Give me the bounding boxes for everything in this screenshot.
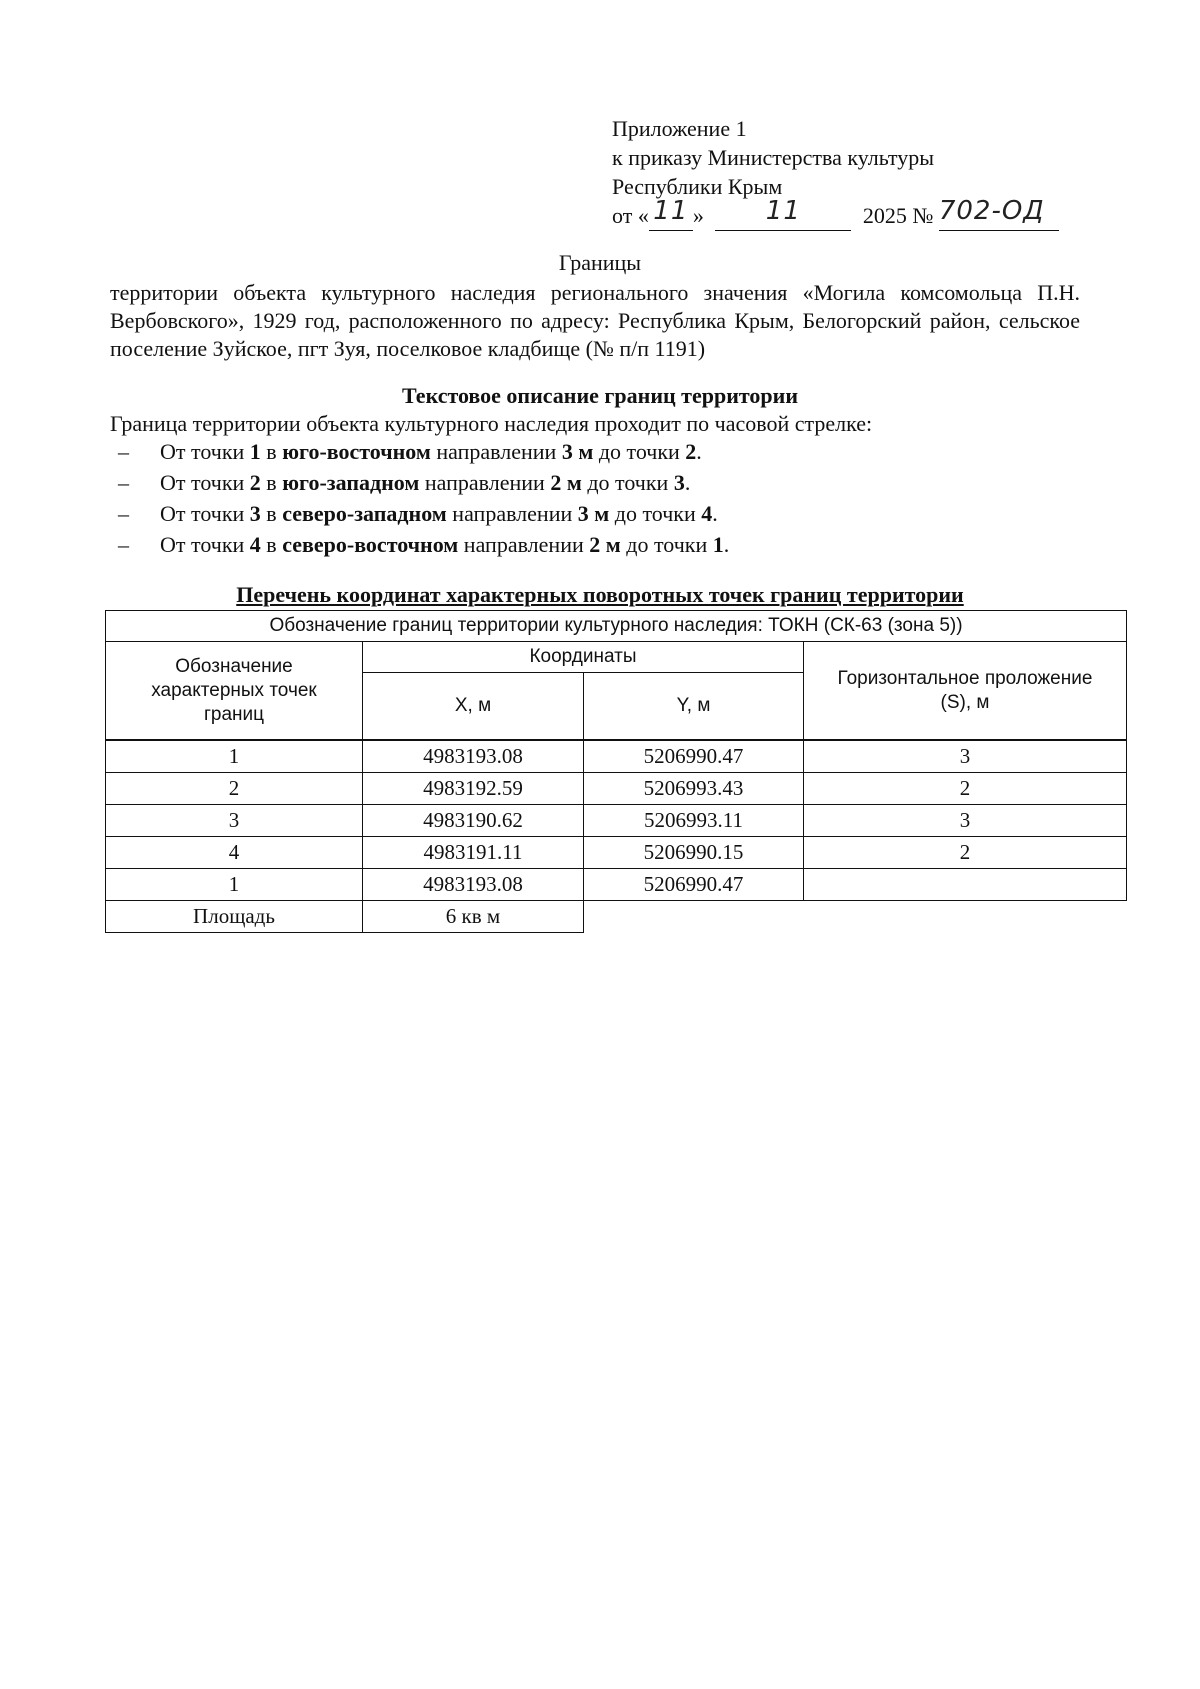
y-cell: 5206993.43	[584, 773, 804, 805]
x-cell: 4983193.08	[363, 740, 584, 773]
step-item: – От точки 4 в северо-восточном направлении 2 м до точки 1.	[110, 529, 729, 560]
month-field	[715, 196, 851, 231]
document-heading: Границы	[558, 250, 642, 275]
table-title: Перечень координат характерных поворотных точек границ территории	[236, 582, 964, 607]
distance-cell: 3	[804, 740, 1127, 773]
header-y: Y, м	[584, 673, 804, 741]
description-lead: Граница территории объекта культурного наследия проходит по часовой стрелке:	[110, 411, 873, 436]
date-prefix: от «	[612, 203, 649, 228]
order-number-field	[938, 196, 1059, 231]
area-value: 6 кв м	[363, 901, 584, 933]
empty-cell	[804, 901, 1127, 933]
appendix-block	[612, 114, 1059, 231]
distance-cell	[804, 869, 1127, 901]
description-title: Текстовое описание границ территории	[401, 383, 799, 408]
point-cell: 3	[106, 805, 363, 837]
dash-marker: –	[118, 470, 129, 495]
dash-marker: –	[118, 439, 129, 464]
dash-marker: –	[118, 532, 129, 557]
step-item: – От точки 3 в северо-западном направлении 3 м до точки 4.	[110, 498, 729, 529]
point-cell: 1	[106, 869, 363, 901]
dash-marker: –	[118, 501, 129, 526]
object-description: территории объекта культурного наследия регионального значения «Могила комсомольца П.Н. Вербовского», 1929 год, расположенного по адресу: Республика Крым, Белогорский район, сельское поселение Зуйское, пгт Зуя, поселковое кладбище (№ п/п 1191)	[110, 280, 1080, 361]
point-cell: 1	[106, 740, 363, 773]
x-cell: 4983192.59	[363, 773, 584, 805]
boundary-steps	[110, 436, 729, 560]
appendix-line-2: к приказу Министерства культуры	[612, 145, 935, 170]
header-point: Обозначение характерных точек границ	[106, 642, 363, 741]
empty-cell	[584, 901, 804, 933]
table-row	[106, 869, 1127, 901]
step-item: – От точки 1 в юго-восточном направлении 3 м до точки 2.	[110, 436, 729, 467]
point-cell: 2	[106, 773, 363, 805]
y-cell: 5206990.47	[584, 869, 804, 901]
y-cell: 5206990.47	[584, 740, 804, 773]
table-row	[106, 773, 1127, 805]
x-cell: 4983190.62	[363, 805, 584, 837]
table-row	[106, 837, 1127, 869]
y-cell: 5206993.11	[584, 805, 804, 837]
header-x: X, м	[363, 673, 584, 741]
appendix-line-3: Республики Крым	[612, 174, 783, 199]
y-cell: 5206990.15	[584, 837, 804, 869]
header-distance: Горизонтальное проложение (S), м	[804, 642, 1127, 741]
table-caption: Обозначение границ территории культурного наследия: ТОКН (СК-63 (зона 5))	[106, 611, 1127, 642]
order-date-line	[612, 196, 1059, 231]
distance-cell: 2	[804, 773, 1127, 805]
year-number-label: 2025 №	[862, 203, 934, 228]
step-item: – От точки 2 в юго-западном направлении 2 м до точки 3.	[110, 467, 729, 498]
header-coordinates: Координаты	[363, 642, 804, 673]
coordinates-table	[105, 610, 1127, 933]
x-cell: 4983191.11	[363, 837, 584, 869]
table-row	[106, 805, 1127, 837]
point-cell: 4	[106, 837, 363, 869]
table-row	[106, 740, 1127, 773]
handwritten-order-number: 702-ОД	[938, 196, 1045, 226]
appendix-line-1: Приложение 1	[612, 116, 747, 141]
area-row	[106, 901, 1127, 933]
day-field	[649, 196, 693, 231]
x-cell: 4983193.08	[363, 869, 584, 901]
handwritten-month: 11	[765, 196, 801, 226]
distance-cell: 3	[804, 805, 1127, 837]
date-mid: »	[692, 203, 704, 228]
area-label: Площадь	[106, 901, 363, 933]
distance-cell: 2	[804, 837, 1127, 869]
handwritten-day: 11	[653, 196, 689, 226]
